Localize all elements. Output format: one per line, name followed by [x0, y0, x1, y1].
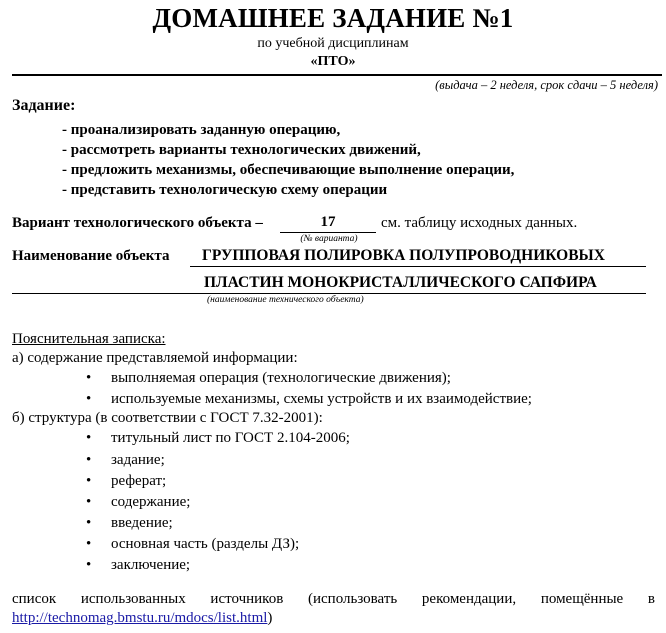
object-label: Наименование объекта: [12, 248, 170, 264]
task-item: - предложить механизмы, обеспечивающие выполнение операции,: [62, 162, 515, 178]
task-item: - представить технологическую схему операции: [62, 182, 388, 198]
sources-link[interactable]: http://technomag.bmstu.ru/mdocs/list.html: [12, 610, 268, 626]
bullet-icon: •: [86, 430, 92, 446]
header-divider: [12, 74, 662, 76]
task-item: - рассмотреть варианты технологических движений,: [62, 142, 421, 158]
explanatory-note-heading: Пояснительная записка:: [12, 331, 166, 347]
section-b-heading: б) структура (в соответствии с ГОСТ 7.32-2001):: [12, 410, 323, 426]
bullet-icon: •: [86, 452, 92, 468]
task-heading: Задание:: [12, 97, 76, 114]
object-name-line-2: ПЛАСТИН МОНОКРИСТАЛЛИЧЕСКОГО САПФИРА: [204, 274, 597, 291]
document-title: ДОМАШНЕЕ ЗАДАНИЕ №1: [152, 3, 514, 33]
list-item: введение;: [111, 515, 173, 531]
bullet-icon: •: [86, 370, 92, 386]
variant-reference: см. таблицу исходных данных.: [381, 215, 578, 231]
task-item: - проанализировать заданную операцию,: [62, 122, 341, 138]
object-underline-1: [190, 266, 646, 267]
discipline-name: «ПТО»: [310, 54, 356, 69]
bullet-icon: •: [86, 391, 92, 407]
document-subtitle: по учебной дисциплинам: [257, 36, 409, 51]
bullet-icon: •: [86, 515, 92, 531]
object-name-line-1: ГРУППОВАЯ ПОЛИРОВКА ПОЛУПРОВОДНИКОВЫХ: [202, 247, 605, 264]
deadline-note: (выдача – 2 неделя, срок сдачи – 5 неделя): [435, 78, 658, 92]
bullet-icon: •: [86, 557, 92, 573]
variant-caption: (№ варианта): [300, 234, 358, 244]
sources-text: список использованных источников (использовать рекомендации, помещённые в: [12, 591, 655, 607]
variant-label: Вариант технологического объекта –: [12, 215, 263, 231]
list-item: используемые механизмы, схемы устройств и их взаимодействие;: [111, 391, 532, 407]
sources-link-suffix: ): [267, 610, 273, 626]
list-item: содержание;: [111, 494, 191, 510]
bullet-icon: •: [86, 473, 92, 489]
sources-link-line: [12, 608, 272, 628]
list-item: заключение;: [111, 557, 191, 573]
variant-number: 17: [320, 214, 336, 230]
bullet-icon: •: [86, 536, 92, 552]
list-item: реферат;: [111, 473, 167, 489]
list-item: основная часть (разделы ДЗ);: [111, 536, 300, 552]
list-item: титульный лист по ГОСТ 2.104-2006;: [111, 430, 350, 446]
bullet-icon: •: [86, 494, 92, 510]
list-item: задание;: [111, 452, 165, 468]
section-a-heading: а) содержание представляемой информации:: [12, 350, 298, 366]
list-item: выполняемая операция (технологические движения);: [111, 370, 451, 386]
object-caption: (наименование технического объекта): [207, 295, 364, 305]
